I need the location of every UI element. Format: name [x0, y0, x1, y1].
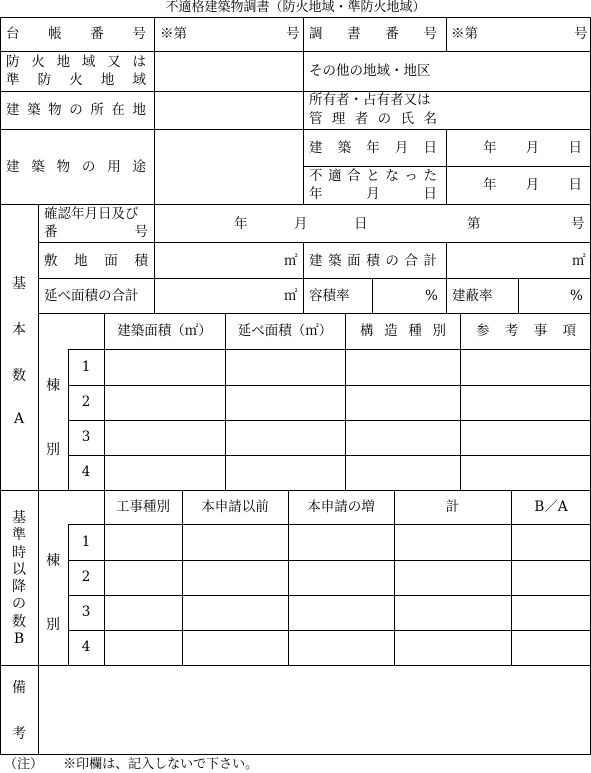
chousho-bangou-label: 調 書 番 号 — [309, 26, 437, 42]
shozaichi-label: 建 築 物 の 所 在 地 — [6, 102, 146, 118]
kakunin-go: 号 — [571, 216, 585, 232]
kijun-row-num-4: 4 — [81, 639, 91, 655]
kenchiku-goukei-label: 建 築 面 積 の 合 計 — [309, 253, 437, 269]
survey-form — [0, 17, 591, 755]
nobe-goukei-unit: ㎡ — [284, 288, 298, 304]
kihon-header-sankou: 参 考 事 項 — [476, 323, 576, 339]
kenpei-label: 建蔽率 — [452, 288, 493, 304]
kenpei-unit: % — [570, 288, 583, 304]
chousho-go: 号 — [574, 26, 588, 42]
kijun-header-ratio: B／A — [534, 499, 568, 515]
futekigo-label-2: 年 月 日 — [309, 186, 437, 202]
kihon-row-num-2: 2 — [81, 394, 91, 410]
kakunin-label-2: 番 号 — [44, 224, 148, 240]
daichou-dai: ※第 — [160, 26, 187, 42]
kakunin-nen: 年 — [234, 216, 248, 232]
kihon-row-num-1: 1 — [81, 359, 91, 375]
kakunin-tsuki: 月 — [294, 216, 308, 232]
kihon-header-nobe: 延べ面積（㎡） — [237, 323, 333, 339]
shoyusha-label-2: 管 理 者 の 氏 名 — [309, 111, 437, 127]
kakunin-label-1: 確認年月日及び — [44, 206, 139, 222]
kijun-header-kouji: 工事種別 — [116, 499, 170, 515]
kijun-toubetsu-label: 棟 別 — [46, 553, 60, 633]
daichou-bangou-label: 台 帳 番 号 — [6, 26, 146, 42]
kijun-header-zou: 本申請の増 — [307, 499, 375, 515]
kihon-row-num-3: 3 — [81, 429, 91, 445]
page-title: 不適格建築物調書（防火地域・準防火地域） — [165, 0, 426, 15]
kijun-row-num-3: 3 — [81, 604, 91, 620]
shikichi-label: 敷 地 面 積 — [44, 253, 148, 269]
kakunin-dai: 第 — [467, 216, 481, 232]
kijun-row-num-1: 1 — [81, 534, 91, 550]
kihon-row-num-4: 4 — [81, 464, 91, 480]
kijun-header-izen: 本申請以前 — [201, 499, 269, 515]
kenchiku-date-fields: 年 月 日 — [483, 140, 582, 156]
kihon-toubetsu-label: 棟 別 — [46, 378, 60, 458]
kijun-row-num-2: 2 — [81, 569, 91, 585]
youto-label: 建 築 物 の 用 途 — [6, 159, 146, 175]
shoyusha-label-1: 所有者・占有者又は — [309, 92, 431, 108]
kakunin-hi: 日 — [354, 216, 368, 232]
boka-label-1: 防 火 地 域 又 は — [6, 54, 146, 70]
sonota-label: その他の地域・地区 — [309, 63, 431, 79]
biko-label: 備 考 — [12, 680, 26, 742]
futekigo-date-fields: 年 月 日 — [483, 177, 582, 193]
nobe-goukei-label: 延べ面積の合計 — [44, 288, 139, 304]
youseki-unit: % — [425, 288, 438, 304]
futekigo-label-1: 不 適 合 と な っ た — [309, 168, 437, 184]
kenchiku-nengappi-label: 建 築 年 月 日 — [309, 140, 437, 156]
footnote — [4, 757, 258, 773]
chousho-dai: ※第 — [451, 26, 478, 42]
kihon-side-label: 基 本 数 A — [12, 276, 26, 427]
kihon-header-kenchiku: 建築面積（㎡） — [117, 323, 212, 339]
youseki-label: 容積率 — [309, 288, 350, 304]
kihon-header-kouzou: 構 造 種 別 — [360, 323, 446, 339]
boka-label-2: 準 防 火 地 域 — [6, 72, 146, 88]
kenchiku-goukei-unit: ㎡ — [572, 253, 586, 269]
kijun-header-kei: 計 — [445, 499, 460, 515]
shikichi-unit: ㎡ — [284, 253, 298, 269]
footnote-text: ※印欄は、記入しないで下さい。 — [63, 757, 259, 772]
daichou-go: 号 — [286, 26, 300, 42]
footnote-prefix: （注） — [4, 757, 44, 772]
kijun-side-label: 基 準 時 以 降 の 数 B — [12, 510, 26, 647]
